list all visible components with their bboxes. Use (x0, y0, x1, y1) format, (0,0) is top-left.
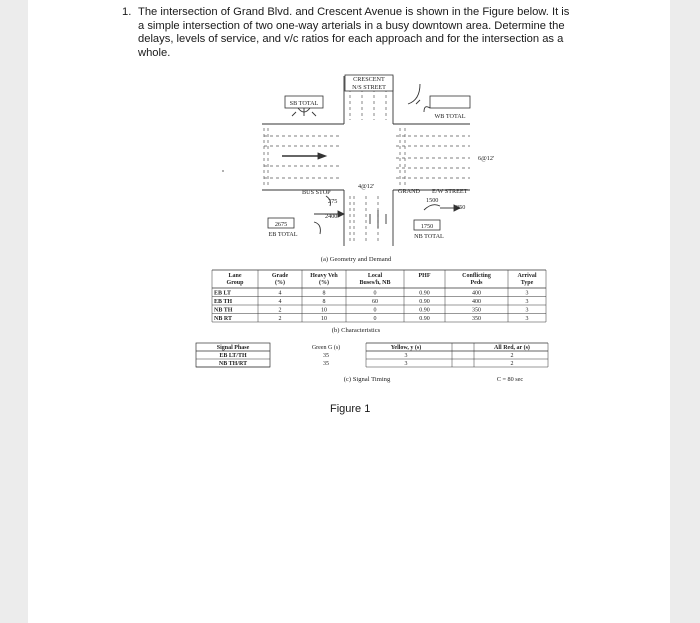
grand-label: GRAND (398, 188, 421, 195)
timing-cell-1-0: NB TH/RT (218, 361, 248, 367)
char-cell-1-6: 3 (525, 299, 529, 305)
char-cell-2-3: 0 (373, 307, 377, 314)
caption-geometry: (a) Geometry and Demand (320, 256, 392, 263)
char-cell-2-1: 2 (278, 307, 282, 314)
char-cell-3-1: 2 (278, 316, 282, 322)
char-cell-0-6: 3 (525, 290, 529, 297)
characteristics-table (212, 270, 546, 322)
char-header-1-1: (%) (275, 280, 285, 286)
char-cell-3-3: 0 (373, 316, 377, 322)
timing-cell-1-1: 35 (323, 361, 329, 367)
char-header-3-0: Local (367, 273, 383, 279)
timing-header-2: Yellow, y (s) (390, 345, 422, 351)
timing-header-3: All Red, ar (s) (494, 345, 530, 351)
char-cell-1-4: 0.90 (419, 299, 430, 305)
char-cell-0-3: 0 (373, 290, 377, 297)
char-cell-1-5: 400 (472, 299, 481, 305)
nb-total-value: 1750 (420, 223, 434, 230)
timing-header-0: Signal Phase (216, 345, 250, 351)
wb-total-label: WB TOTAL (434, 113, 466, 120)
char-cell-3-2: 10 (321, 316, 327, 322)
signal-timing-table (196, 343, 548, 367)
char-cell-1-2: 8 (322, 299, 326, 305)
char-cell-1-3: 60 (372, 299, 378, 305)
timing-cell-0-1: 35 (323, 353, 329, 359)
char-cell-2-0: NB TH (214, 307, 233, 314)
caption-signal-timing: (c) Signal Timing (343, 376, 391, 383)
volume-2400: 2400 (325, 213, 338, 220)
char-cell-3-5: 350 (472, 316, 481, 322)
nb-total-label: NB TOTAL (414, 233, 444, 240)
char-header-4-0: PHF (418, 273, 431, 279)
char-cell-0-1: 4 (278, 290, 282, 297)
char-header-6-1: Type (520, 280, 534, 286)
char-cell-2-2: 10 (321, 307, 327, 314)
timing-cell-1-2: 3 (404, 361, 408, 367)
char-header-2-1: (%) (319, 280, 329, 286)
char-header-0-1: Group (226, 280, 244, 286)
volume-1500: 1500 (426, 197, 439, 204)
char-cell-3-0: NB RT (214, 316, 232, 322)
char-header-1-0: Grade (271, 273, 289, 279)
char-header-5-1: Peds (470, 280, 483, 286)
problem-number: 1. (122, 6, 132, 18)
timing-cell-1-3: 2 (510, 361, 514, 367)
char-header-2-0: Heavy Veh (310, 273, 338, 279)
char-cell-1-1: 4 (278, 299, 282, 305)
caption-characteristics: (b) Characteristics (331, 327, 381, 334)
bus-stop-label: BUS STOP (302, 189, 331, 196)
eb-total-value: 2675 (274, 221, 288, 228)
char-cell-2-4: 0.90 (419, 307, 430, 314)
char-cell-0-2: 8 (322, 290, 326, 297)
char-cell-0-5: 400 (472, 290, 481, 297)
char-cell-1-0: EB TH (214, 299, 233, 305)
figure-caption: Figure 1 (330, 403, 371, 415)
sb-total-label: SB TOTAL (289, 100, 319, 107)
timing-cell-0-0: EB LT/TH (219, 353, 247, 359)
char-cell-2-6: 3 (525, 307, 529, 314)
volume-275: 275 (328, 198, 338, 205)
char-header-6-0: Arrival (517, 273, 537, 279)
char-header-5-0: Conflicting (462, 273, 491, 279)
char-cell-0-0: EB LT (214, 290, 231, 297)
char-header-0-0: Lane (228, 273, 242, 279)
cycle-length: C = 80 sec (496, 376, 524, 383)
char-header-3-1: Buses/h, NB (359, 280, 391, 286)
char-cell-3-4: 0.90 (419, 316, 430, 322)
timing-cell-0-2: 3 (404, 353, 408, 359)
lane-width-center: 4@12' (358, 183, 375, 190)
char-cell-2-5: 350 (472, 307, 481, 314)
eb-total-label: EB TOTAL (268, 231, 298, 238)
lane-width-right: 6@12' (478, 155, 495, 162)
timing-cell-0-3: 2 (510, 353, 514, 359)
crescent-label: CRESCENT (353, 76, 385, 83)
char-cell-3-6: 3 (525, 316, 529, 322)
problem-text: The intersection of Grand Blvd. and Crescent Avenue is shown in the Figure below. It is a simple intersection of two one-way arterials in a busy downtown area. Determine the delays, levels of service, and v/c ratios for each approach and for the intersection as a whole. (138, 6, 570, 59)
wb-total-box (430, 96, 470, 108)
ns-street-label: N/S STREET (352, 84, 386, 91)
ew-street-label: E/W STREET (432, 188, 468, 195)
timing-header-1: Green G (s) (311, 345, 341, 351)
volume-250: 250 (456, 204, 466, 211)
char-cell-0-4: 0.90 (419, 290, 430, 297)
